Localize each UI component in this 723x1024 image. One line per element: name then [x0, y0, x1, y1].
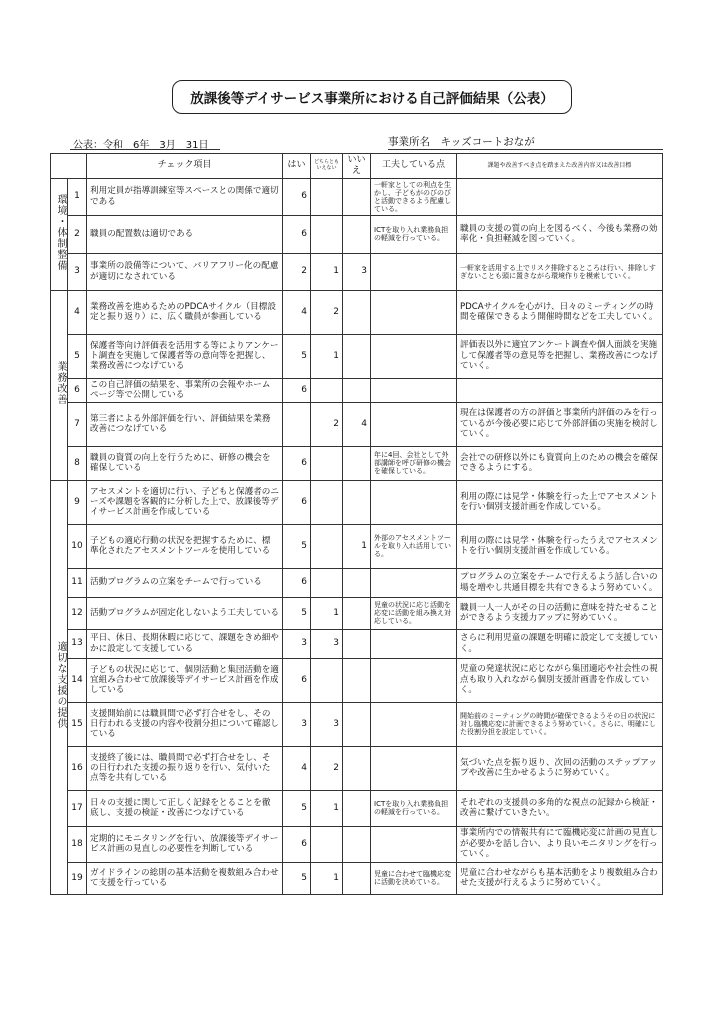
yes-count: 2 [283, 253, 311, 290]
workaround-text [371, 480, 457, 524]
workaround-text: ICTを取り入れ業務負担の軽減を行っている。 [371, 215, 457, 253]
neither-count [311, 826, 343, 862]
header-yes: はい [283, 154, 311, 179]
neither-count: 2 [311, 746, 343, 790]
workaround-text [371, 746, 457, 790]
neither-count: 1 [311, 334, 343, 378]
check-item: 支援終了後には、職員間で必ず打合せをし、その日行われた支援の振り返りを行い、気付いた点等を共有している [87, 746, 283, 790]
table-row [51, 446, 663, 480]
no-count [343, 826, 371, 862]
no-count: 3 [343, 253, 371, 290]
table-row [51, 862, 663, 894]
check-item: 職員の配置数は適切である [87, 215, 283, 253]
office-name-underline [388, 149, 663, 150]
table-row [51, 597, 663, 629]
neither-count: 3 [311, 629, 343, 658]
neither-count [311, 215, 343, 253]
evaluation-table [50, 153, 663, 895]
check-item: 利用定員が指導訓練室等スペースとの関係で適切である [87, 178, 283, 215]
table-row [51, 568, 663, 597]
table-row [51, 629, 663, 658]
row-number: 7 [68, 402, 87, 446]
workaround-text: 一軒家としての利点を生かし、子どもがのびのびと活動できるよう配慮している。 [371, 178, 457, 215]
no-count: 4 [343, 402, 371, 446]
no-count [343, 702, 371, 746]
yes-count: 5 [283, 790, 311, 826]
table-header-row [51, 154, 663, 179]
check-item: 子どもの状況に応じて、個別活動と集団活動を適宜組み合わせて放課後等デイサービス計画を作成している [87, 658, 283, 702]
yes-count: 5 [283, 862, 311, 894]
workaround-text: 児童の状況に応じ活動を応変に活動を組み換え対応している。 [371, 597, 457, 629]
row-number: 17 [68, 790, 87, 826]
row-number: 8 [68, 446, 87, 480]
workaround-text [371, 702, 457, 746]
yes-count: 3 [283, 629, 311, 658]
check-item: 定期的にモニタリングを行い、放課後等デイサービス計画の見直しの必要性を判断している [87, 826, 283, 862]
row-number: 10 [68, 524, 87, 568]
improvement-text: 利用の際には見学・体験を行ったうえでアセスメントを行い個別支援計画を作成している。 [457, 524, 663, 568]
row-number: 9 [68, 480, 87, 524]
category-label: 環境・体制整備 [55, 193, 66, 271]
yes-count: 6 [283, 215, 311, 253]
neither-count: 1 [311, 253, 343, 290]
improvement-text: さらに利用児童の課題を明確に設定して支援していく。 [457, 629, 663, 658]
improvement-text: 現在は保護者の方の評価と事業所内評価のみを行っているが今後必要に応じて外部評価の実施を検討していく。 [457, 402, 663, 446]
yes-count: 4 [283, 290, 311, 334]
workaround-text [371, 334, 457, 378]
neither-count [311, 178, 343, 215]
yes-count: 3 [283, 702, 311, 746]
check-item: 支援開始前には職員間で必ず打合せをし、その日行われる支援の内容や役割分担について確認している [87, 702, 283, 746]
yes-count: 6 [283, 568, 311, 597]
no-count [343, 378, 371, 402]
no-count [343, 746, 371, 790]
table-row [51, 334, 663, 378]
no-count [343, 178, 371, 215]
category-cell [51, 290, 68, 480]
workaround-text [371, 253, 457, 290]
check-item: アセスメントを適切に行い、子どもと保護者のニーズや課題を客観的に分析した上で、放課後等デイサービス計画を作成している [87, 480, 283, 524]
workaround-text [371, 402, 457, 446]
category-label: 適切な支援の提供 [55, 641, 66, 730]
workaround-text [371, 378, 457, 402]
no-count [343, 215, 371, 253]
header-no: いいえ [343, 154, 371, 179]
neither-count: 3 [311, 702, 343, 746]
yes-count: 6 [283, 826, 311, 862]
header-workarounds: 工夫している点 [371, 154, 457, 179]
improvement-text: 会社での研修以外にも資質向上のための機会を確保できるようにする。 [457, 446, 663, 480]
publication-date: 公表：令和 6年 3月 31日 [73, 140, 209, 151]
no-count [343, 334, 371, 378]
no-count [343, 446, 371, 480]
neither-count [311, 568, 343, 597]
yes-count: 6 [283, 446, 311, 480]
workaround-text [371, 568, 457, 597]
improvement-text: PDCAサイクルを心がけ、日々のミーティングの時間を確保できるよう開催時間などを工夫していく。 [457, 290, 663, 334]
no-count: 1 [343, 524, 371, 568]
table-row [51, 746, 663, 790]
row-number: 19 [68, 862, 87, 894]
yes-count: 5 [283, 597, 311, 629]
row-number: 3 [68, 253, 87, 290]
category-cell [51, 178, 68, 290]
category-label: 業務改善 [55, 361, 66, 406]
check-item: 活動プログラムが固定化しないよう工夫している [87, 597, 283, 629]
header-check-item: チェック項目 [87, 154, 283, 179]
check-item: 保護者等向け評価表を活用する等によりアンケート調査を実施して保護者等の意向等を把握し、業務改善につなげている [87, 334, 283, 378]
table-row [51, 524, 663, 568]
table-row [51, 253, 663, 290]
table-row [51, 402, 663, 446]
neither-count: 2 [311, 290, 343, 334]
yes-count: 4 [283, 746, 311, 790]
neither-count [311, 480, 343, 524]
improvement-text: 児童の発達状況に応じながら集団適応や社会性の視点も取り入れながら個別支援計画書を作成していく。 [457, 658, 663, 702]
yes-count: 6 [283, 378, 311, 402]
workaround-text [371, 826, 457, 862]
workaround-text: 児童に合わせて臨機応変に活動を決めている。 [371, 862, 457, 894]
header-blank [51, 154, 87, 179]
yes-count: 6 [283, 178, 311, 215]
improvement-text: 職員の支援の質の向上を図るべく、今後も業務の効率化・負担軽減を図っていく。 [457, 215, 663, 253]
improvement-text: 児童に合わせながらも基本活動をより複数組み合わせた支援が行えるように努めていく。 [457, 862, 663, 894]
check-item: 平日、休日、長期休暇に応じて、課題をきめ細やかに設定して支援している [87, 629, 283, 658]
check-item: 職員の資質の向上を行うために、研修の機会を確保している [87, 446, 283, 480]
improvement-text: 気づいた点を振り返り、次回の活動のステップアップや改善に生かせるように努めていく。 [457, 746, 663, 790]
header-improvements: 課題や改善すべき点を踏まえた改善内容又は改善目標 [457, 154, 663, 179]
improvement-text: 一軒家を活用する上でリスク排除するところは行い、排除しすぎないことも頭に置きながら環境作りを模索していく。 [457, 253, 663, 290]
neither-count: 1 [311, 597, 343, 629]
table-row [51, 790, 663, 826]
table-row [51, 378, 663, 402]
table-row [51, 702, 663, 746]
table-row [51, 658, 663, 702]
no-count [343, 568, 371, 597]
row-number: 13 [68, 629, 87, 658]
table-row [51, 290, 663, 334]
row-number: 16 [68, 746, 87, 790]
neither-count [311, 658, 343, 702]
check-item: この自己評価の結果を、事業所の会報やホームページ等で公開している [87, 378, 283, 402]
yes-count: 5 [283, 334, 311, 378]
workaround-text [371, 658, 457, 702]
workaround-text: 外部のアセスメントツールを取り入れ活用している。 [371, 524, 457, 568]
neither-count: 1 [311, 862, 343, 894]
improvement-text: 職員一人一人がその日の活動に意味を持たせることができるよう支援力アップに努めていく。 [457, 597, 663, 629]
check-item: ガイドラインの総則の基本活動を複数組み合わせて支援を行っている [87, 862, 283, 894]
improvement-text: 開始前のミーティングの時間が確保できるようその日の状況に対し臨機応変に計画できるよう努めていく。さらに、明確にした役割分担を設定していく。 [457, 702, 663, 746]
improvement-text: それぞれの支援員の多角的な視点の記録から検証・改善に繋げていきたい。 [457, 790, 663, 826]
table-row [51, 480, 663, 524]
yes-count: 6 [283, 658, 311, 702]
row-number: 2 [68, 215, 87, 253]
row-number: 12 [68, 597, 87, 629]
workaround-text [371, 629, 457, 658]
neither-count [311, 378, 343, 402]
improvement-text: 評価表以外に適宜アンケート調査や個人面談を実施して保護者等の意見等を把握し、業務改善につなげていく。 [457, 334, 663, 378]
row-number: 1 [68, 178, 87, 215]
workaround-text: 年に4回、会社として外部講師を呼び研修の機会を確保している。 [371, 446, 457, 480]
row-number: 5 [68, 334, 87, 378]
check-item: 日々の支援に関して正しく記録をとることを徹底し、支援の検証・改善につなげている [87, 790, 283, 826]
no-count [343, 290, 371, 334]
check-item: 子どもの適応行動の状況を把握するために、標準化されたアセスメントツールを使用している [87, 524, 283, 568]
no-count [343, 790, 371, 826]
check-item: 第三者による外部評価を行い、評価結果を業務改善につなげている [87, 402, 283, 446]
table-row [51, 826, 663, 862]
no-count [343, 658, 371, 702]
yes-count: 5 [283, 524, 311, 568]
row-number: 6 [68, 378, 87, 402]
table-row [51, 178, 663, 215]
check-item: 業務改善を進めるためのPDCAサイクル（目標設定と振り返り）に、広く職員が参画している [87, 290, 283, 334]
workaround-text [371, 290, 457, 334]
check-item: 活動プログラムの立案をチームで行っている [87, 568, 283, 597]
neither-count [311, 524, 343, 568]
no-count [343, 597, 371, 629]
category-cell [51, 480, 68, 894]
no-count [343, 480, 371, 524]
publication-date-underline [70, 149, 220, 150]
yes-count [283, 402, 311, 446]
workaround-text: ICTを取り入れ業務負担の軽減を行っている。 [371, 790, 457, 826]
neither-count: 2 [311, 402, 343, 446]
neither-count [311, 446, 343, 480]
row-number: 4 [68, 290, 87, 334]
row-number: 18 [68, 826, 87, 862]
improvement-text [457, 378, 663, 402]
improvement-text: 利用の際には見学・体験を行った上でアセスメントを行い個別支援計画を作成している。 [457, 480, 663, 524]
improvement-text: 事業所内での情報共有にて臨機応変に計画の見直しが必要かを話し合い、より良いモニタリングを行っていく。 [457, 826, 663, 862]
no-count [343, 862, 371, 894]
row-number: 14 [68, 658, 87, 702]
improvement-text [457, 178, 663, 215]
header-neither: どちらともいえない [311, 154, 343, 179]
improvement-text: プログラムの立案をチームで行えるよう話し合いの場を増やし共通目標を共有できるよう努めていく。 [457, 568, 663, 597]
check-item: 事業所の設備等について、バリアフリー化の配慮が適切になされている [87, 253, 283, 290]
document-title: 放課後等デイサービス事業所における自己評価結果（公表） [172, 80, 572, 114]
row-number: 11 [68, 568, 87, 597]
table-row [51, 215, 663, 253]
neither-count: 1 [311, 790, 343, 826]
office-name: 事業所名 キッズコートおなが [388, 136, 535, 148]
yes-count: 6 [283, 480, 311, 524]
row-number: 15 [68, 702, 87, 746]
no-count [343, 629, 371, 658]
